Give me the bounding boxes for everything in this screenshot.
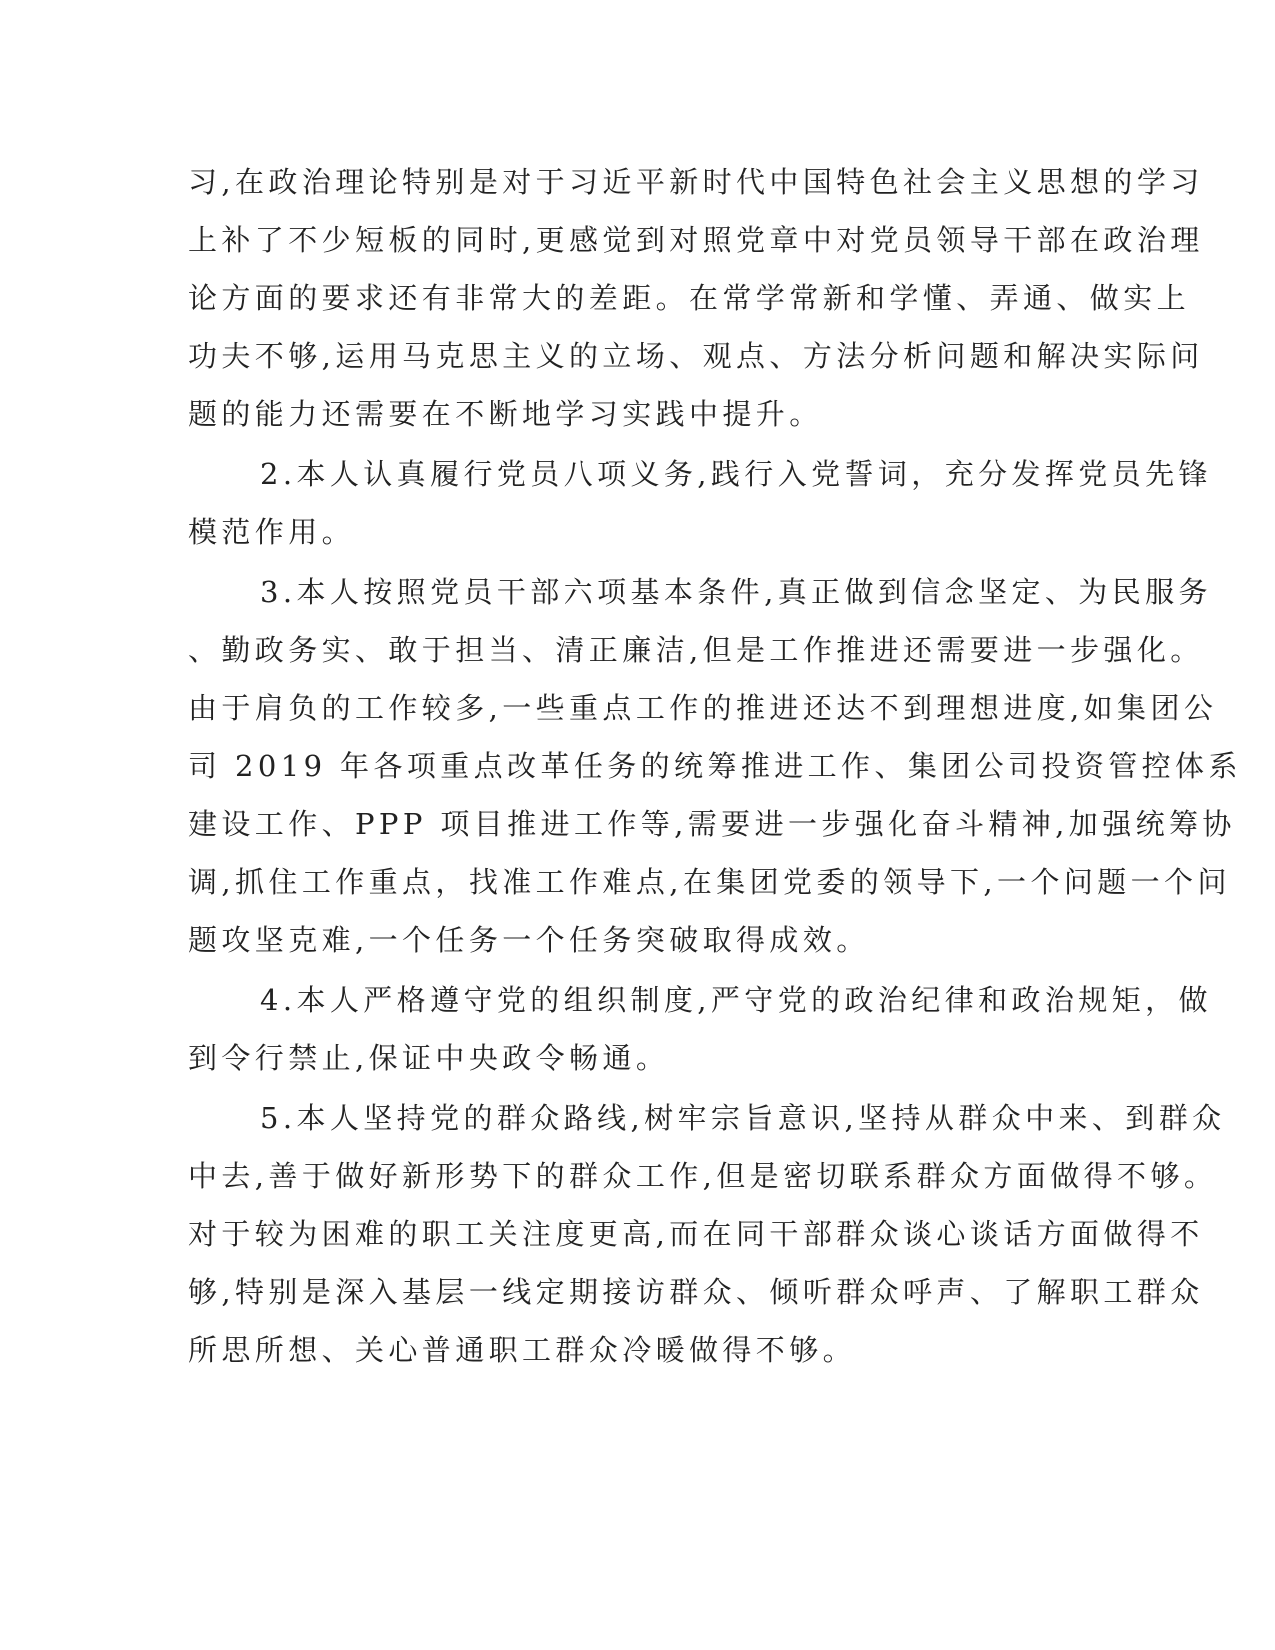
paragraph-3-line-3: 由于肩负的工作较多,一些重点工作的推进还达不到理想进度,如集团公 [188,691,1218,725]
paragraph-5-line-4: 够,特别是深入基层一线定期接访群众、倾听群众呼声、了解职工群众 [188,1275,1204,1309]
paragraph-3-line-1: 3.本人按照党员干部六项基本条件,真正做到信念坚定、为民服务 [260,575,1212,609]
paragraph-1-line-5: 题的能力还需要在不断地学习实践中提升。 [188,397,823,431]
paragraph-5-line-2: 中去,善于做好新形势下的群众工作,但是密切联系群众方面做得不够。 [188,1159,1218,1193]
paragraph-5-line-3: 对于较为困难的职工关注度更高,而在同干部群众谈心谈话方面做得不 [188,1217,1204,1251]
paragraph-3-line-5: 建设工作、PPP 项目推进工作等,需要进一步强化奋斗精神,加强统筹协 [188,807,1236,841]
paragraph-4-line-1: 4.本人严格遵守党的组织制度,严守党的政治纪律和政治规矩，做 [260,983,1212,1017]
paragraph-1-line-2: 上补了不少短板的同时,更感觉到对照党章中对党员领导干部在政治理 [188,223,1204,257]
paragraph-2-line-2: 模范作用。 [188,515,356,549]
paragraph-5-line-1: 5.本人坚持党的群众路线,树牢宗旨意识,坚持从群众中来、到群众 [260,1101,1226,1135]
paragraph-3-line-4: 司 2019 年各项重点改革任务的统筹推进工作、集团公司投资管控体系 [188,749,1242,783]
paragraph-4-line-2: 到令行禁止,保证中央政令畅通。 [188,1041,670,1075]
paragraph-3-line-2: 、勤政务实、敢于担当、清正廉洁,但是工作推进还需要进一步强化。 [188,633,1204,667]
paragraph-3-line-6: 调,抓住工作重点，找准工作难点,在集团党委的领导下,一个问题一个问 [188,865,1231,899]
paragraph-1-line-3: 论方面的要求还有非常大的差距。在常学常新和学懂、弄通、做实上 [188,281,1191,315]
paragraph-1-line-1: 习,在政治理论特别是对于习近平新时代中国特色社会主义思想的学习 [188,165,1204,199]
paragraph-2-line-1: 2.本人认真履行党员八项义务,践行入党誓词，充分发挥党员先锋 [260,457,1212,491]
paragraph-3-line-7: 题攻坚克难,一个任务一个任务突破取得成效。 [188,923,870,957]
paragraph-1-line-4: 功夫不够,运用马克思主义的立场、观点、方法分析问题和解决实际问 [188,339,1204,373]
paragraph-5-line-5: 所思所想、关心普通职工群众冷暖做得不够。 [188,1333,857,1367]
